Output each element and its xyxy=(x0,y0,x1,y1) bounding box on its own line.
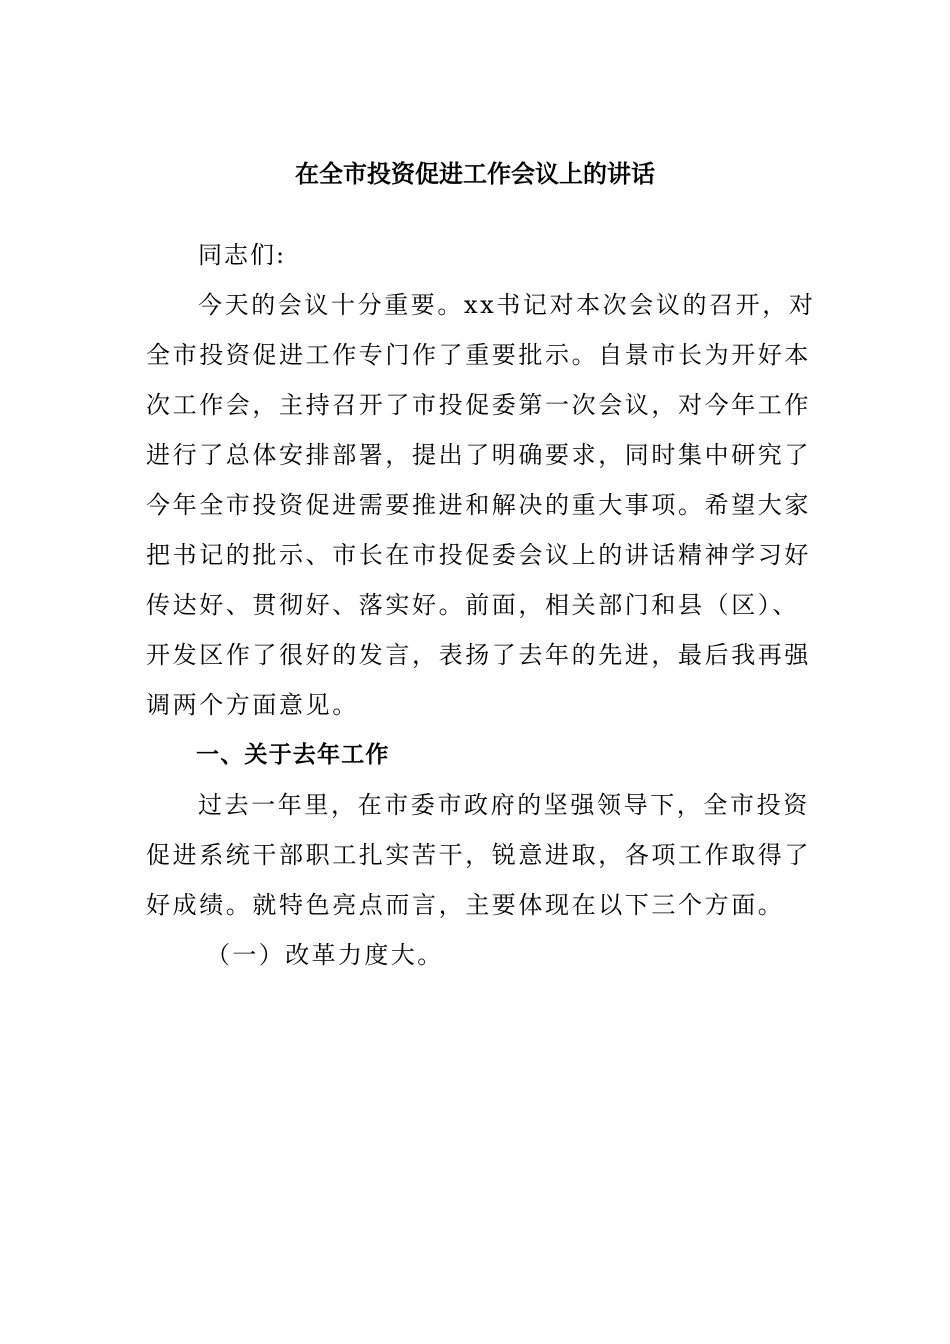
subsection-heading: （一）改革力度大。 xyxy=(206,941,444,969)
paragraph-line: 过去一年里，在市委市政府的坚强领导下，全市投资 xyxy=(198,791,810,819)
paragraph-line: 全市投资促进工作专门作了重要批示。自景市长为开好本 xyxy=(146,341,811,369)
paragraph-line: 好成绩。就特色亮点而言，主要体现在以下三个方面。 xyxy=(146,891,785,919)
section-heading: 一、关于去年工作 xyxy=(196,742,390,768)
greeting: 同志们: xyxy=(198,241,287,269)
paragraph-line: 今天的会议十分重要。xx书记对本次会议的召开，对 xyxy=(198,291,816,319)
paragraph-line: 进行了总体安排部署，提出了明确要求，同时集中研究了 xyxy=(146,441,811,469)
paragraph-line: 传达好、贯彻好、落实好。前面，相关部门和县（区）、 xyxy=(146,591,799,619)
document-title: 在全市投资促进工作会议上的讲话 xyxy=(295,160,655,188)
document-body xyxy=(146,230,816,980)
paragraph-line: 促进系统干部职工扎实苦干，锐意进取，各项工作取得了 xyxy=(146,841,811,869)
paragraph-line: 把书记的批示、市长在市投促委会议上的讲话精神学习好 xyxy=(146,541,811,569)
paragraph-line: 今年全市投资促进需要推进和解决的重大事项。希望大家 xyxy=(146,491,811,519)
paragraph-line: 调两个方面意见。 xyxy=(146,691,359,719)
paragraph-line: 次工作会，主持召开了市投促委第一次会议，对今年工作 xyxy=(146,391,811,419)
paragraph-line: 开发区作了很好的发言，表扬了去年的先进，最后我再强 xyxy=(146,641,811,669)
